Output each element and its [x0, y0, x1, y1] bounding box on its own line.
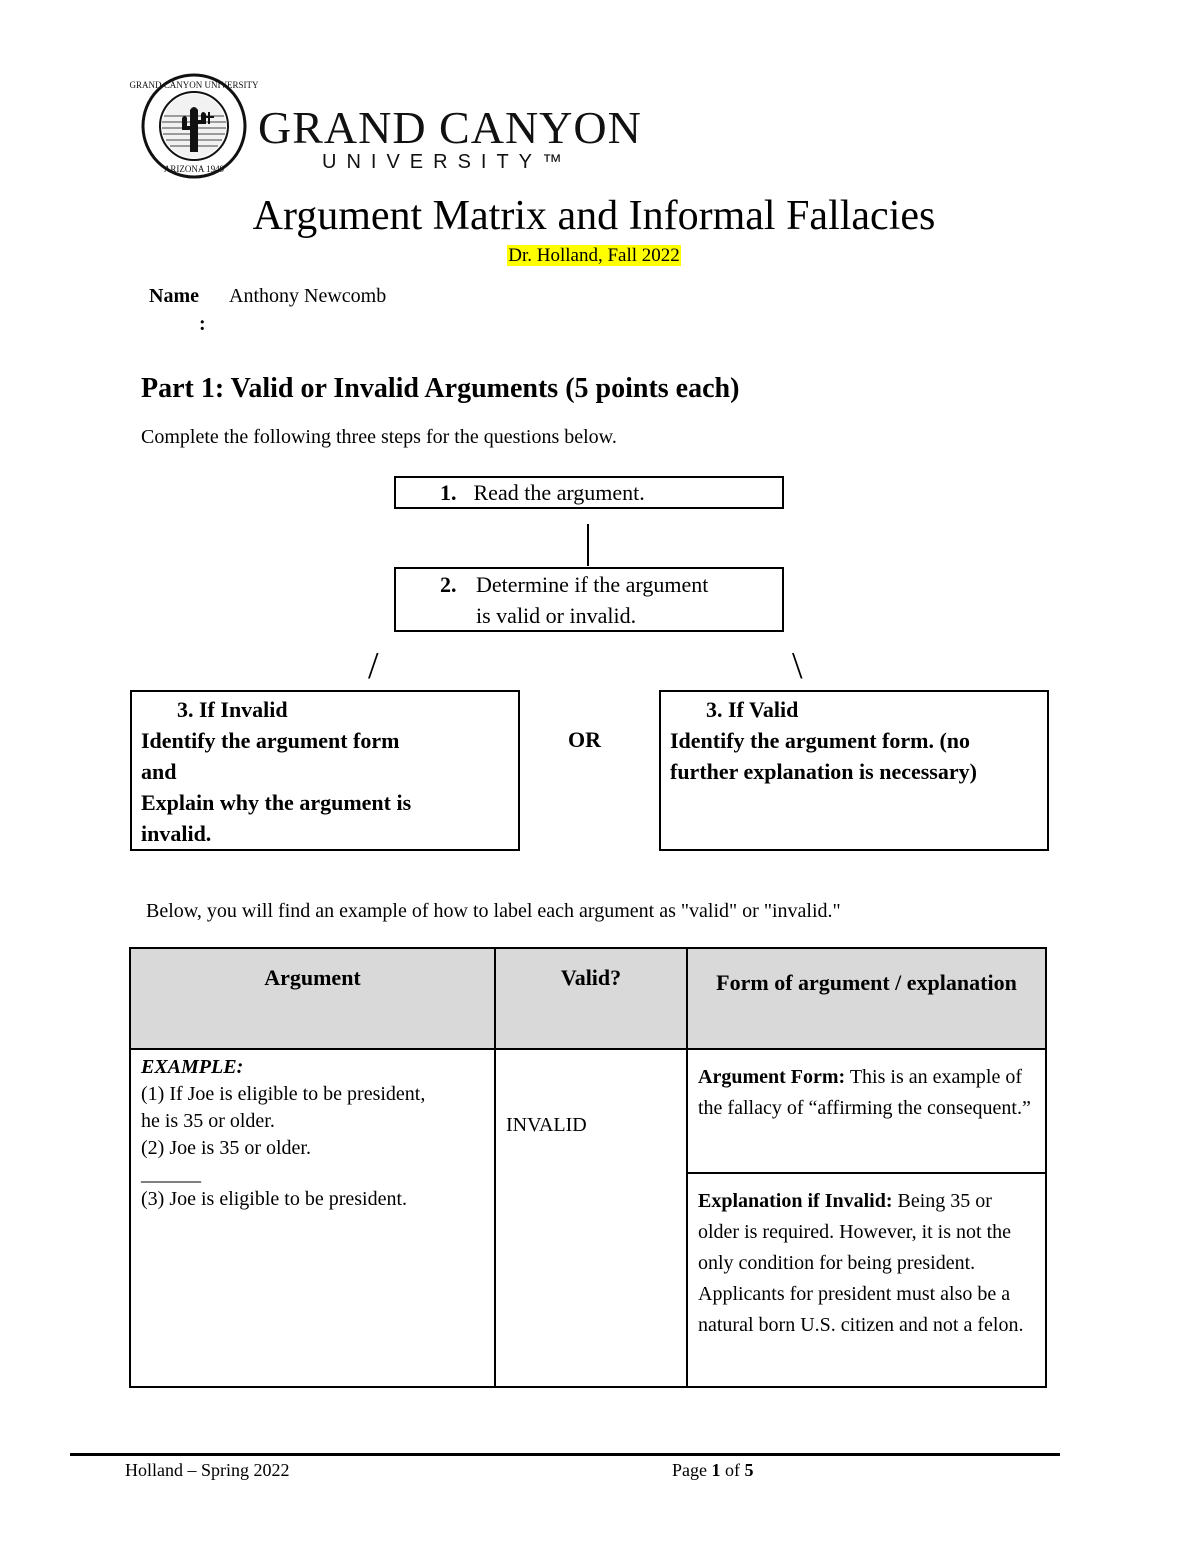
example-label: EXAMPLE:: [141, 1056, 244, 1078]
argument-form-text: This is an example of the fallacy of “affirming the consequent.”: [698, 1066, 1031, 1119]
name-colon: :: [199, 313, 206, 335]
name-label: Name: [149, 285, 199, 307]
argument-cell: [130, 1049, 495, 1387]
explanation-label: Explanation if Invalid:: [698, 1190, 893, 1212]
or-label: OR: [568, 727, 601, 752]
university-seal-logo: [129, 72, 259, 180]
argument-matrix-table: [129, 947, 1047, 1388]
valid-branch-box: [659, 690, 1049, 851]
part1-heading: Part 1: Valid or Invalid Arguments (5 points each): [141, 373, 740, 404]
invalid-branch-line1: Identify the argument form: [141, 728, 400, 753]
premise-1b: he is 35 or older.: [141, 1110, 275, 1132]
explanation-cell: [687, 1173, 1046, 1387]
step1-text: Read the argument.: [473, 480, 645, 505]
valid-branch-line2: further explanation is necessary): [670, 759, 977, 784]
page-number: [672, 1460, 754, 1481]
premise-1a: (1) If Joe is eligible to be president,: [141, 1083, 426, 1105]
invalid-branch-line2: and: [141, 759, 177, 784]
left-branch-slash: /: [368, 645, 379, 687]
conclusion: (3) Joe is eligible to be president.: [141, 1188, 408, 1210]
step-connector-line: [587, 524, 589, 566]
valid-cell: [495, 1049, 687, 1387]
page-title: Argument Matrix and Informal Fallacies: [252, 193, 936, 239]
invalid-branch-line3: Explain why the argument is: [141, 790, 412, 815]
valid-value: INVALID: [506, 1114, 587, 1136]
argument-form-label: Argument Form:: [698, 1066, 846, 1088]
step1-number: 1.: [440, 480, 457, 505]
student-name: Anthony Newcomb: [229, 285, 387, 307]
logo-wordmark: GRAND CANYON: [258, 102, 642, 153]
logo-subwordmark: UNIVERSITY™: [322, 151, 573, 173]
step2-number: 2.: [440, 572, 457, 597]
header-valid: Valid?: [495, 948, 687, 1049]
premise-2: (2) Joe is 35 or older.: [141, 1137, 311, 1159]
valid-branch-title: 3. If Valid: [706, 697, 799, 722]
invalid-branch-box: [130, 690, 520, 851]
step2-line2: is valid or invalid.: [476, 603, 637, 628]
example-intro: Below, you will find an example of how to label each argument as "valid" or "invalid.": [146, 900, 841, 922]
page-prefix: Page: [672, 1460, 712, 1480]
right-branch-slash: \: [792, 645, 803, 687]
explanation-text: Being 35 or older is required. However, it is not the only condition for being president. Applicants for president must also be a natural born U.S. citizen and not a felon.: [698, 1190, 1024, 1336]
valid-branch-line1: Identify the argument form. (no: [670, 728, 971, 753]
invalid-branch-title: 3. If Invalid: [177, 697, 288, 722]
step1-box: [394, 476, 784, 509]
svg-text:ARIZONA 1949: ARIZONA 1949: [163, 164, 225, 174]
step2-line1: Determine if the argument: [476, 572, 709, 597]
footer-rule: [70, 1453, 1060, 1456]
footer-left: Holland – Spring 2022: [125, 1460, 290, 1480]
table-row: [130, 1049, 1046, 1173]
invalid-branch-line4: invalid.: [141, 821, 212, 846]
header-argument: Argument: [130, 948, 495, 1049]
page-current: 1: [711, 1460, 721, 1480]
svg-text:GRAND CANYON UNIVERSITY: GRAND CANYON UNIVERSITY: [129, 80, 259, 90]
argument-form-cell: [687, 1049, 1046, 1173]
conclusion-separator: ______: [141, 1163, 201, 1185]
table-header-row: [130, 948, 1046, 1049]
page-of: of: [720, 1460, 745, 1480]
subtitle: Dr. Holland, Fall 2022: [508, 245, 680, 266]
step2-box: [394, 567, 784, 632]
page-total: 5: [744, 1460, 754, 1480]
part1-instructions: Complete the following three steps for the questions below.: [141, 426, 617, 448]
subtitle-wrap: [0, 245, 1188, 267]
header-form: Form of argument / explanation: [687, 948, 1046, 1049]
